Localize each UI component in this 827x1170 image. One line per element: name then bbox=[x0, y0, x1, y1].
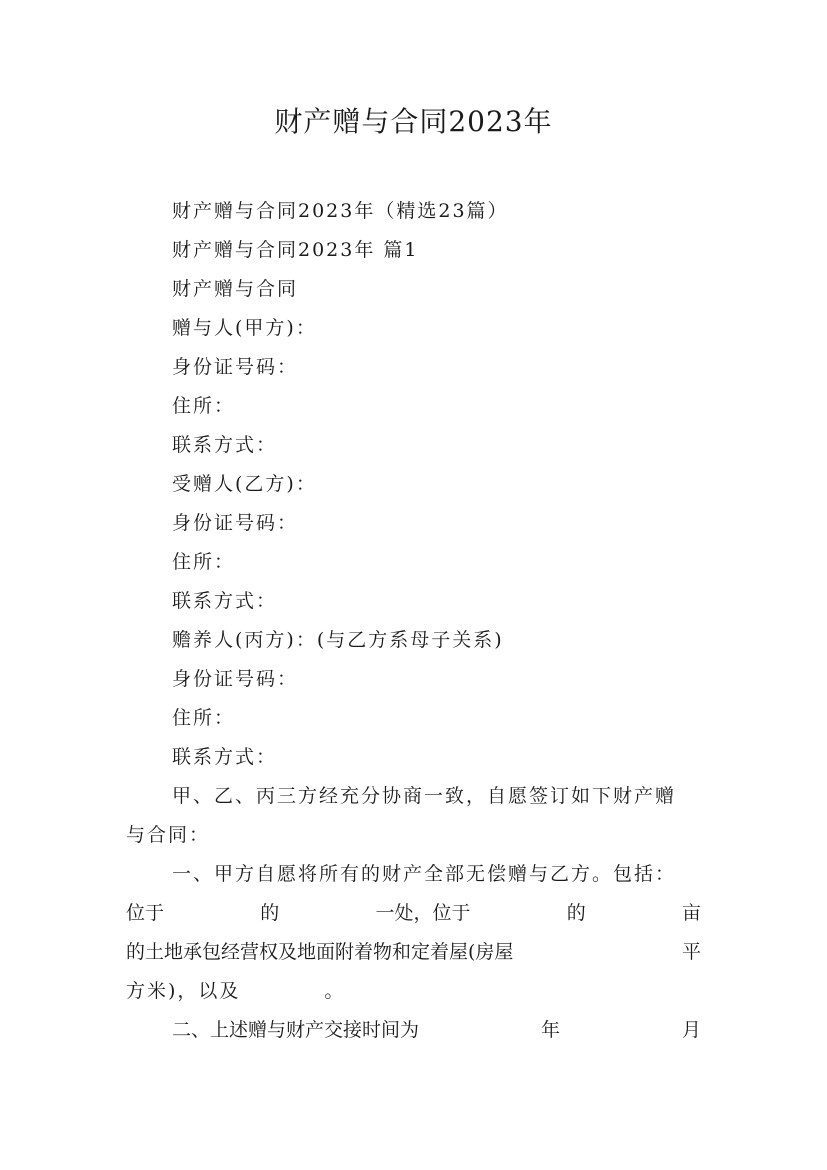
contract-name: 财产赠与合同 bbox=[172, 278, 299, 300]
clause-one-line bbox=[126, 900, 701, 926]
supporter-contact-label: 联系方式： bbox=[172, 746, 278, 768]
clause-one-line bbox=[126, 939, 701, 965]
agreement-paragraph-line: 与合同： bbox=[126, 824, 211, 846]
document-title: 财产赠与合同2023年 bbox=[274, 105, 553, 138]
clause-one-line: 方米)，以及 。 bbox=[126, 980, 346, 1002]
clause-one-fragment: 亩 bbox=[681, 902, 701, 924]
clause-two-line bbox=[172, 1017, 701, 1043]
donee-address-label: 住所： bbox=[172, 551, 236, 573]
clause-one-fragment: 的土地承包经营权及地面附着物和定着屋(房屋 bbox=[126, 941, 514, 963]
section-heading: 财产赠与合同2023年 篇1 bbox=[172, 239, 419, 261]
donor-label: 赠与人(甲方)： bbox=[172, 317, 317, 339]
supporter-id-label: 身份证号码： bbox=[172, 668, 299, 690]
clause-one-fragment: 的 bbox=[260, 902, 280, 924]
subtitle-line: 财产赠与合同2023年（精选23篇） bbox=[172, 200, 509, 222]
agreement-paragraph-line: 甲、乙、丙三方经充分协商一致，自愿签订如下财产赠 bbox=[172, 785, 677, 807]
donor-contact-label: 联系方式： bbox=[172, 434, 278, 456]
donor-address-label: 住所： bbox=[172, 395, 236, 417]
clause-two-fragment: 二、上述赠与财产交接时间为 bbox=[172, 1019, 420, 1041]
clause-one-fragment: 平 bbox=[681, 941, 701, 963]
supporter-label: 赡养人(丙方)：(与乙方系母子关系) bbox=[172, 629, 504, 651]
donor-id-label: 身份证号码： bbox=[172, 356, 299, 378]
donee-label: 受赠人(乙方)： bbox=[172, 473, 317, 495]
supporter-address-label: 住所： bbox=[172, 707, 236, 729]
clause-one-fragment: 的 bbox=[566, 902, 586, 924]
clause-one-fragment: 位于 bbox=[126, 902, 165, 924]
donee-contact-label: 联系方式： bbox=[172, 590, 278, 612]
clause-two-fragment: 年 bbox=[540, 1019, 560, 1041]
clause-one-fragment: 一处，位于 bbox=[375, 902, 471, 924]
clause-two-fragment: 月 bbox=[681, 1019, 701, 1041]
clause-one-line: 一、甲方自愿将所有的财产全部无偿赠与乙方。包括： bbox=[172, 863, 677, 885]
donee-id-label: 身份证号码： bbox=[172, 512, 299, 534]
